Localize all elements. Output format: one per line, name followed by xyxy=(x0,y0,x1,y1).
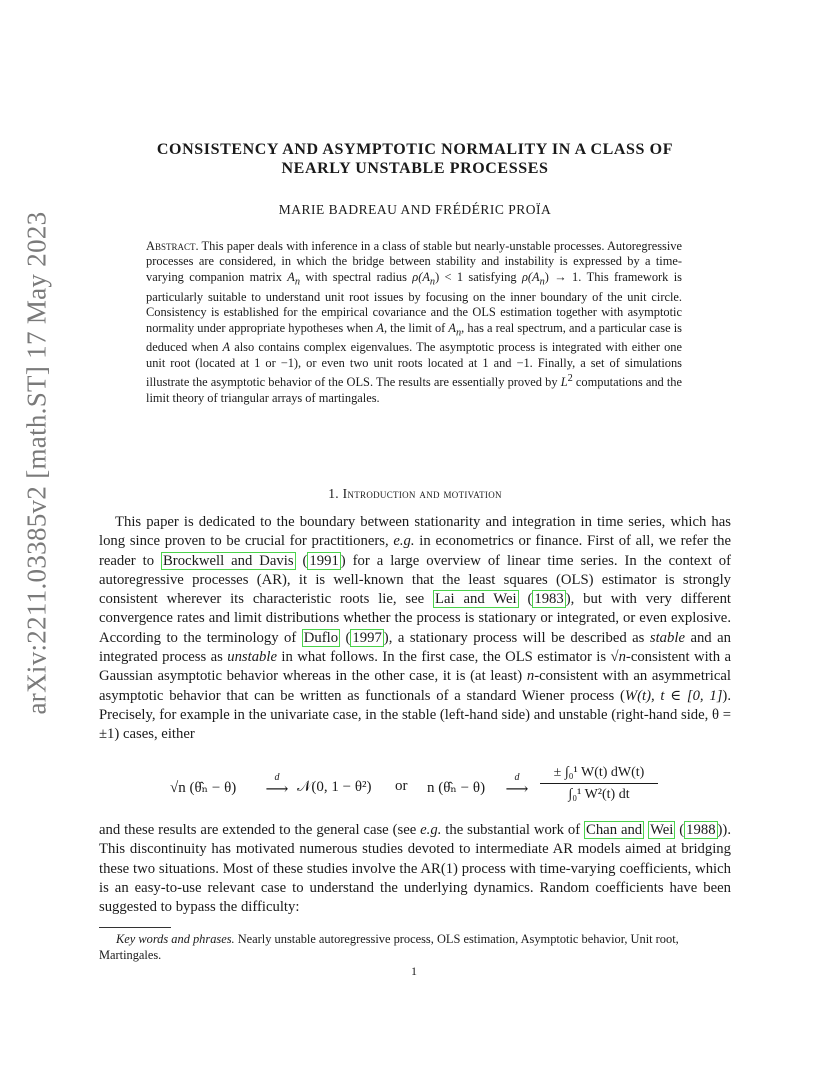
arxiv-identifier xyxy=(18,211,56,715)
abstract-text-5: , the limit of xyxy=(383,320,449,335)
citation-link-chan-wei-part1[interactable]: Chan and xyxy=(586,822,643,838)
convergence-arrow-1: d ⟶ xyxy=(265,772,289,798)
equation-normal-limit: 𝒩(0, 1 − θ²) xyxy=(297,779,372,795)
intro-paragraph: This paper is dedicated to the boundary between stationarity and integration in time series, which has long since proven to be crucial for practitioners, e.g. in econometrics or finance. First of all, we refer the reader to Brockwell and Davis ( 1991 ) for a large overview of linear time series. In the context of autoregressive processes (AR), it is well-known that the least squares (OLS) estimator is strongly consistent wherever its characteristic roots lie, see Lai and Wei ( 1983 ), but with very different convergence rates and limit distributions whether the process is stationary or integrated, or even explosive. According to the terminology of Duflo ( 1997 ), a stationary process will be described as stable and an integrated process as unstable in what follows. In the first case, the OLS estimator is √n-consistent with a Gaussian asymptotic behavior whereas in the other case, it is (at least) n-consistent with an asymmetrical asymptotic behavior that can be written as functionals of a standard Wiener process (W(t), t ∈ [0, 1]). Precisely, for example in the univariate case, in the stable (left-hand side) and unstable (right-hand side, θ = ±1) cases, either xyxy=(99,514,731,743)
paper-title-line-1: CONSISTENCY AND ASYMPTOTIC NORMALITY IN A CLASS OF xyxy=(156,141,674,158)
abstract: Abstract. This paper deals with inference in a class of stable but nearly-unstable processes. Autoregressive processes are considered, in which the bridge between stability and instability is expressed by a time-varying companion matrix $A_n$ with spectral radius $\rho(A_n) < 1$ satisfying $\rho(A_n) \to 1$. This framework is particularly suitable to understand unit root issues by focusing on the inner boundary of the unit circle. Consistency is established for the empirical covariance and the OLS estimation together with asymptotic normality under appropriate hypotheses when A, the limit of $A_n$, has a real spectrum, and a particular case is deduced when A also contains complex eigenvalues. The asymptotic process is integrated with either one unit root (located at 1 or −1), or even two unit roots located at 1 and −1. Finally, a set of simulations illustrate the asymptotic behavior of the OLS. The results are essentially proved by $L^2$ computations and the limit theory of triangular arrays of martingales. xyxy=(146,239,682,405)
abstract-label: Abstract. xyxy=(146,239,199,253)
footnote-text: Nearly unstable autoregressive process, OLS estimation, Asymptotic behavior, Unit root, Martingales. xyxy=(99,932,679,962)
abstract-text-3: satisfying xyxy=(463,269,522,284)
paper-authors: MARIE BADREAU AND FRÉDÉRIC PROÏA xyxy=(278,202,552,217)
citation-year-link-1991[interactable]: 1991 xyxy=(309,552,339,569)
continuation-paragraph: and these results are extended to the general case (see e.g. the substantial work of Chan and Wei ( 1988 )). This discontinuity has motivated numerous studies devoted to intermediate AR models aimed at bridging these two situations. Most of these studies involve the AR(1) process with time-varying coefficients, which is an easy-to-use relevant case to understand the underlying dynamics. Random coefficients have been suggested to bypass the difficulty: xyxy=(99,822,731,916)
citation-link-duflo[interactable]: Duflo xyxy=(303,629,339,646)
footnote-rule xyxy=(99,927,171,928)
page-number: 1 xyxy=(411,964,417,978)
abstract-text-2: with spectral radius xyxy=(300,269,413,284)
citation-year-link-1988[interactable]: 1988 xyxy=(686,822,716,838)
citation-link-brockwell-davis[interactable]: Brockwell and Davis xyxy=(163,552,294,569)
abstract-text-6: , has a real spectrum, and a particular case is deduced when xyxy=(146,320,682,355)
convergence-arrow-2: d ⟶ xyxy=(505,772,529,798)
abstract-text-8: computations and the limit theory of triangular arrays of martingales. xyxy=(146,375,682,405)
section-number: 1. xyxy=(328,486,339,501)
footnote xyxy=(99,931,731,963)
citation-link-lai-wei[interactable]: Lai and Wei xyxy=(435,591,517,608)
equation-rhs: n (θ̂ₙ − θ) xyxy=(427,780,486,796)
citation-year-link-1997[interactable]: 1997 xyxy=(352,629,382,646)
abstract-text-1: This paper deals with inference in a class of stable but nearly-unstable processes. Autoregressive processes are considered, in which the bridge between stability and instability is expressed by a time-varying companion matrix xyxy=(146,239,682,284)
paper-title-line-2: NEARLY UNSTABLE PROCESSES xyxy=(281,160,549,177)
display-equation xyxy=(170,765,670,815)
footnote-label: Key words and phrases. xyxy=(116,932,235,946)
section-heading xyxy=(100,486,730,502)
equation-lhs: √n (θ̂ₙ − θ) xyxy=(170,780,237,796)
fraction-numerator: ± ∫₀¹ W(t) dW(t) xyxy=(540,765,658,784)
equation-or: or xyxy=(395,778,408,794)
fraction-denominator: ∫₀¹ W²(t) dt xyxy=(568,787,630,802)
citation-year-link-1983[interactable]: 1983 xyxy=(534,591,564,608)
section-title: Introduction and motivation xyxy=(342,486,502,501)
abstract-text-7: also contains complex eigenvalues. The asymptotic process is integrated with either one unit root (located at 1 or −1), or even two unit roots located at 1 and −1. Finally, a set of simulations illustrate the asymptotic behavior of the OLS. The results are essentially proved by xyxy=(146,340,682,390)
abstract-text-4: . This framework is particularly suitable to understand unit root issues by focusing on the inner boundary of the unit circle. Consistency is established for the empirical covariance and the OLS estimation together with asymptotic normality under appropriate hypotheses when xyxy=(146,269,682,335)
equation-fraction xyxy=(540,765,658,803)
arxiv-identifier-text: arXiv:2211.03385v2 [math.ST] 17 May 2023 xyxy=(21,211,52,715)
citation-link-chan-wei-part2[interactable]: Wei xyxy=(650,822,674,838)
paper-title xyxy=(100,140,730,178)
